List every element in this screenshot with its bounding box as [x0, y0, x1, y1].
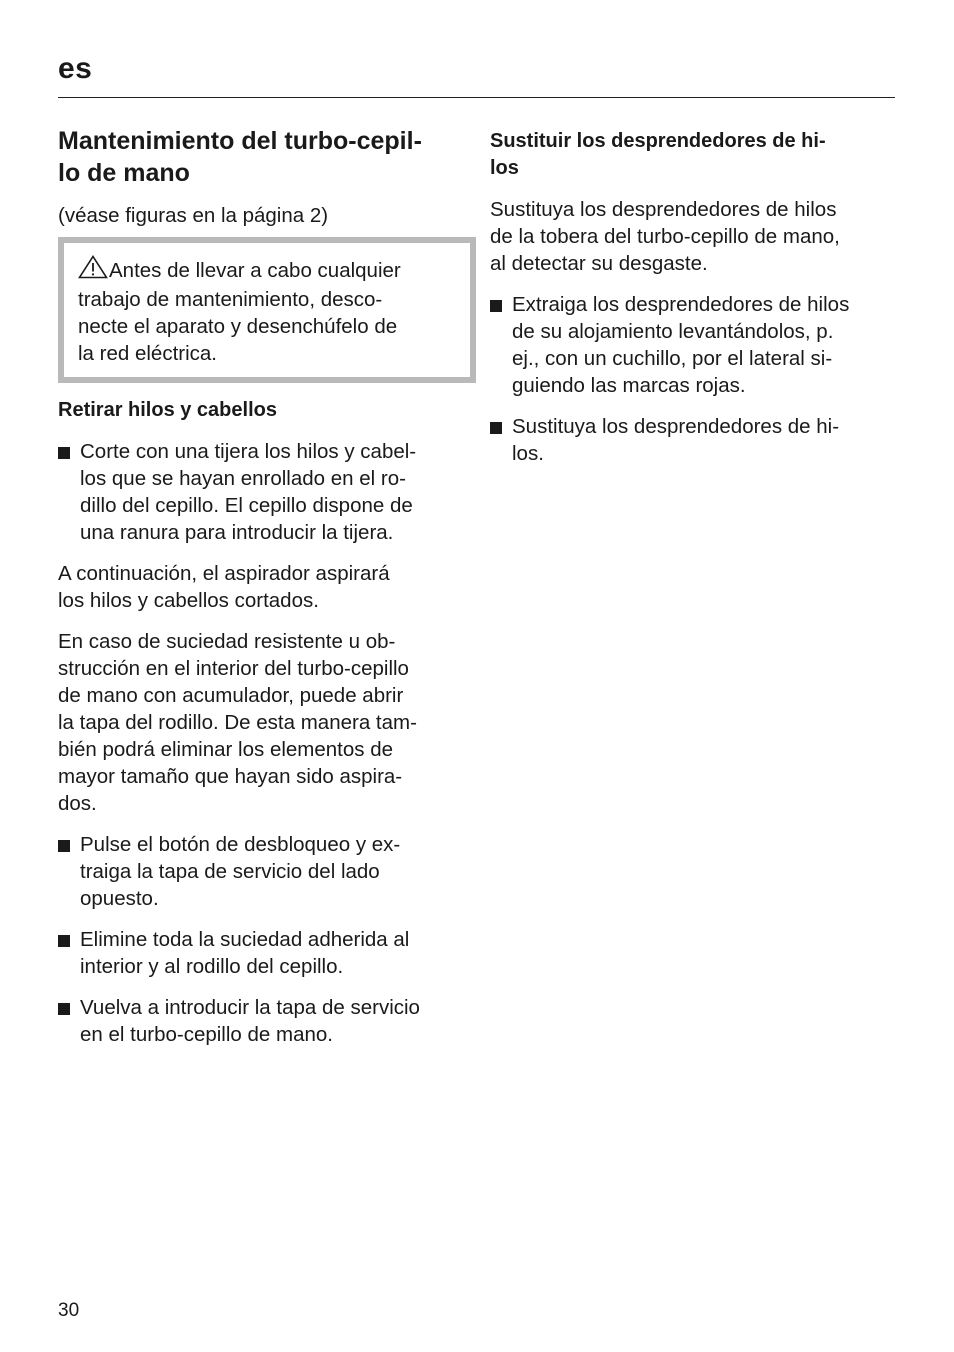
list-item-line: opuesto. [80, 887, 159, 910]
paragraph-line: de la tobera del turbo-cepillo de mano, [490, 225, 840, 248]
list-item-line: de su alojamiento levantándolos, p. [512, 320, 834, 343]
paragraph-line: la tapa del rodillo. De esta manera tam- [58, 711, 417, 734]
list-item-line: interior y al rodillo del cepillo. [80, 955, 344, 978]
page-title-line: lo de mano [58, 159, 190, 187]
list-item-line: Elimine toda la suciedad adherida al [80, 928, 410, 951]
list-item-line: Sustituya los desprendedores de hi- [512, 415, 840, 438]
bullet-square-icon [58, 935, 70, 947]
paragraph-line: bién podrá eliminar los elementos de [58, 738, 394, 761]
list-item [58, 994, 468, 1048]
list-item-line: Corte con una tijera los hilos y cabel- [80, 440, 417, 463]
header-rule [58, 97, 895, 98]
page-title-line: Mantenimiento del turbo-cepil- [58, 127, 422, 155]
list-item-line: los. [512, 442, 544, 465]
paragraph-line: Sustituya los desprendedores de hilos [490, 198, 837, 221]
list-item-line: Extraiga los desprendedores de hilos [512, 293, 850, 316]
paragraph-line: al detectar su desgaste. [490, 252, 708, 275]
list-item [490, 413, 900, 467]
warning-box [58, 237, 476, 383]
paragraph-line: de mano con acumulador, puede abrir [58, 684, 404, 707]
list-item-line: guiendo las marcas rojas. [512, 374, 746, 397]
warning-text-line: necte el aparato y desenchúfelo de [78, 315, 398, 338]
left-column [58, 125, 468, 1048]
section-title-line: Sustituir los desprendedores de hi- [490, 130, 826, 152]
warning-text: Antes de llevar a cabo cualquier [109, 259, 401, 282]
paragraph [58, 560, 468, 614]
warning-text-line: la red eléctrica. [78, 342, 218, 365]
paragraph-line: los hilos y cabellos cortados. [58, 589, 319, 612]
paragraph [58, 628, 468, 817]
paragraph-line: A continuación, el aspirador aspirará [58, 562, 390, 585]
list-item-line: una ranura para introducir la tijera. [80, 521, 394, 544]
list-item [58, 831, 468, 912]
page-number: 30 [58, 1300, 80, 1321]
list-item-line: Pulse el botón de desbloqueo y ex- [80, 833, 401, 856]
list-item-line: Vuelva a introducir la tapa de servicio [80, 996, 420, 1019]
warning-text-line [78, 255, 456, 286]
list-item-line: los que se hayan enrollado en el ro- [80, 467, 406, 490]
figure-reference: (véase figuras en la página 2) [58, 204, 329, 227]
warning-text-line: trabajo de mantenimiento, desco- [78, 288, 383, 311]
paragraph-line: En caso de suciedad resistente u ob- [58, 630, 396, 653]
page-title [58, 125, 468, 189]
warning-triangle-icon [78, 255, 108, 286]
language-code: es [58, 52, 93, 85]
bullet-square-icon [490, 422, 502, 434]
bullet-square-icon [490, 300, 502, 312]
section-title-replace-thread-removers [490, 128, 900, 182]
section-title-remove-threads: Retirar hilos y cabellos [58, 399, 277, 421]
list-item [58, 926, 468, 980]
right-column [490, 128, 900, 467]
list-item [490, 291, 900, 399]
list-item-line: traiga la tapa de servicio del lado [80, 860, 380, 883]
bullet-square-icon [58, 447, 70, 459]
section-title-line: los [490, 157, 519, 179]
paragraph-line: strucción en el interior del turbo-cepillo [58, 657, 409, 680]
bullet-square-icon [58, 1003, 70, 1015]
list-item-line: en el turbo-cepillo de mano. [80, 1023, 333, 1046]
paragraph-line: dos. [58, 792, 97, 815]
paragraph-line: mayor tamaño que hayan sido aspira- [58, 765, 403, 788]
list-item-line: ej., con un cuchillo, por el lateral si- [512, 347, 833, 370]
list-item [58, 438, 468, 546]
list-item-line: dillo del cepillo. El cepillo dispone de [80, 494, 413, 517]
bullet-square-icon [58, 840, 70, 852]
paragraph [490, 196, 900, 277]
